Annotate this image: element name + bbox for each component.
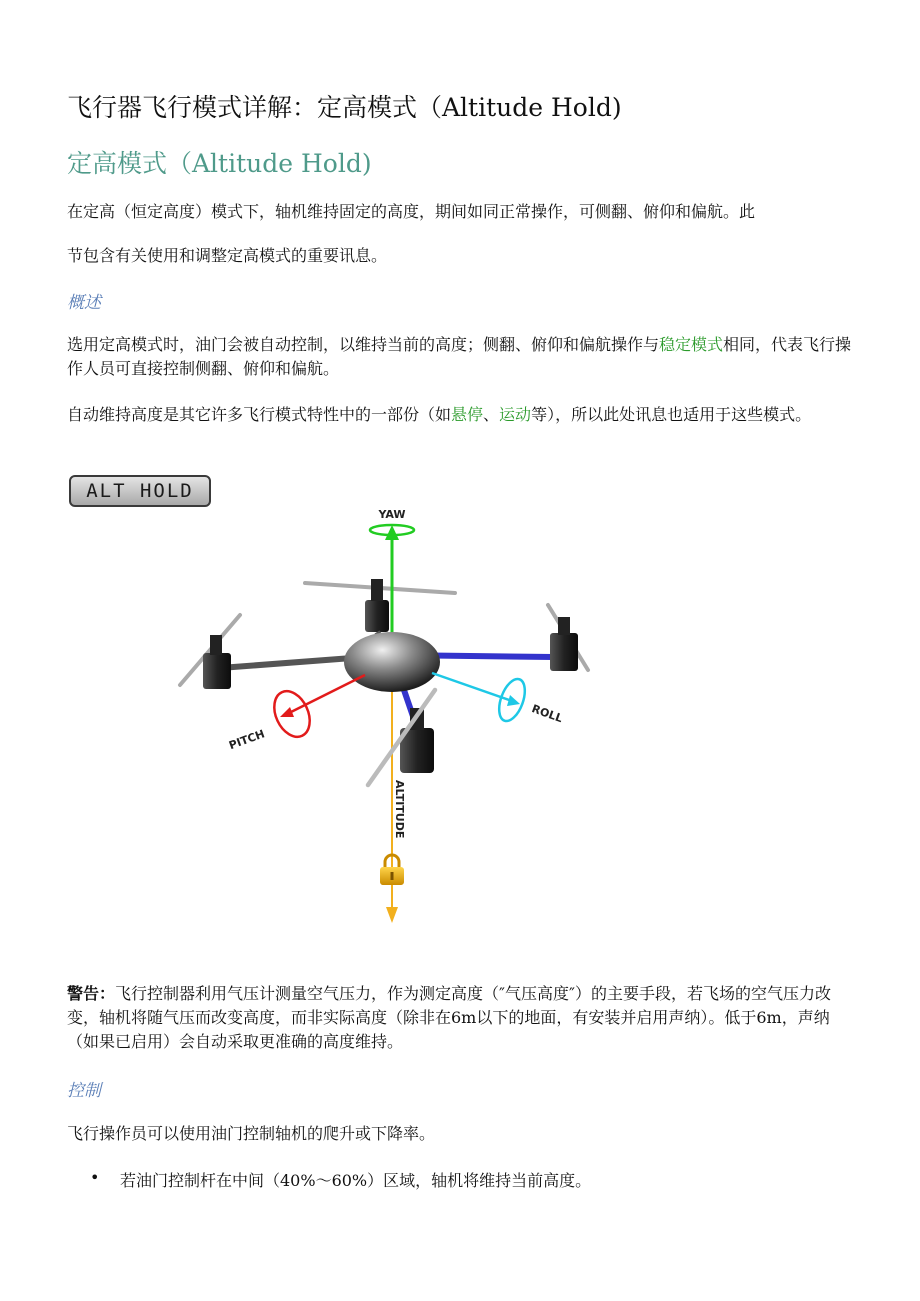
sport-link[interactable]: 运动 [499, 405, 532, 424]
warning-text: 飞行控制器利用气压计测量空气压力，作为测定高度（″气压高度″）的主要手段，若飞场的空气压力改变，轴机将随气压而改变高度，而非实际高度（除非在6m以下的地面，有安装并启用声纳）。低于6m，声纳（如果已启用）会自动采取更准确的高度维持。 [67, 984, 831, 1051]
stabilize-mode-link[interactable]: 稳定模式 [659, 335, 724, 354]
front-motor [368, 690, 435, 785]
control-heading: 控制 [67, 1081, 101, 1101]
overview-paragraph-1 [67, 333, 857, 381]
altitude-label: ALTITUDE [393, 780, 406, 839]
overview-p2-text: 自动维持高度是其它许多飞行模式特性中的一部份（如 [67, 405, 452, 424]
overview-p1-text: 选用定高模式时，油门会被自动控制，以维持当前的高度；侧翻、俯仰和偏航操作与 [67, 335, 660, 354]
intro-paragraph [67, 200, 857, 268]
section-heading: 定高模式（Altitude Hold) [67, 149, 372, 178]
quadcopter-axes-diagram [170, 495, 610, 935]
overview-p2-separator: 、 [483, 405, 500, 424]
intro-line-1: 在定高（恒定高度）模式下，轴机维持固定的高度，期间如同正常操作，可侧翻、俯仰和偏航。此 [67, 202, 756, 221]
right-motor [548, 605, 588, 671]
left-motor [180, 615, 240, 689]
alt-hold-mode-badge: ALT HOLD [69, 475, 211, 507]
control-paragraph: 飞行操作员可以使用油门控制轴机的爬升或下降率。 [67, 1124, 436, 1143]
loiter-link[interactable]: 悬停 [451, 405, 484, 424]
overview-p2-text-2: 等），所以此处讯息也适用于这些模式。 [531, 405, 812, 424]
warning-label: 警告： [67, 984, 116, 1003]
quadcopter-body [344, 632, 440, 692]
yaw-label: YAW [378, 508, 406, 521]
roll-label: ROLL [530, 702, 565, 726]
back-motor [305, 579, 455, 632]
overview-heading: 概述 [67, 293, 101, 313]
overview-paragraph-2 [67, 403, 857, 427]
list-item-text: 若油门控制杆在中间（40%～60%）区域，轴机将维持当前高度。 [120, 1171, 592, 1190]
overview-p1-text-2: 相同，代表飞行操作人员可直接控制侧翻、俯仰和偏航。 [67, 335, 852, 378]
roll-axis [432, 673, 530, 724]
intro-line-2: 节包含有关使用和调整定高模式的重要讯息。 [67, 246, 388, 265]
bullet-icon: • [90, 1168, 100, 1187]
pitch-axis [267, 675, 365, 743]
pitch-label: PITCH [227, 727, 267, 753]
warning-paragraph [67, 982, 857, 1054]
document-title: 飞行器飞行模式详解：定高模式（Altitude Hold) [67, 93, 622, 122]
